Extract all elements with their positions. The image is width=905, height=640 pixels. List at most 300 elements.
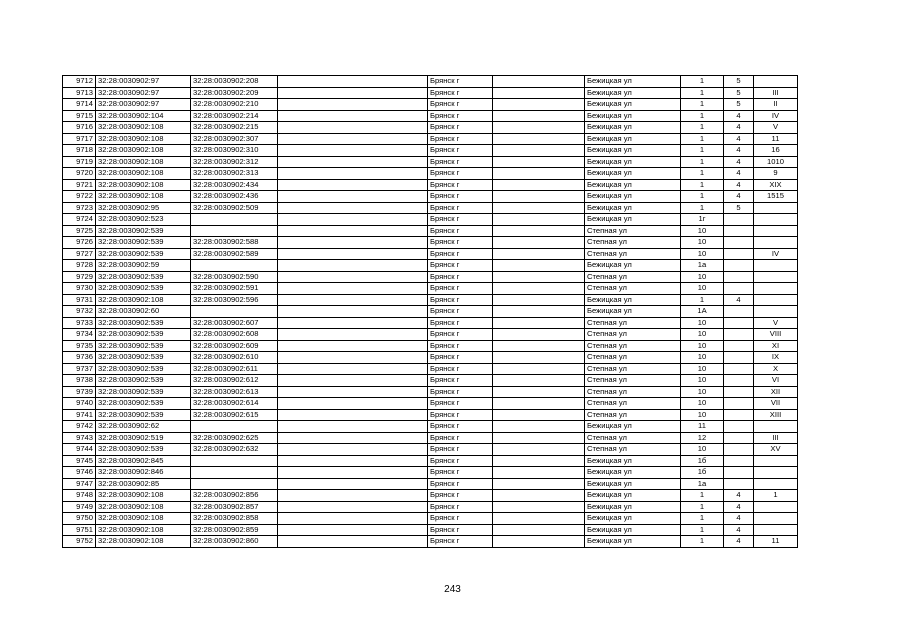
cell-parent-cadastral-number: 32:28:0030902:519 — [96, 432, 191, 444]
cell-blank-cell — [493, 352, 585, 364]
cell-parent-cadastral-number: 32:28:0030902:108 — [96, 156, 191, 168]
cell-blank-cell — [278, 432, 428, 444]
cell-city: Брянск г — [428, 294, 493, 306]
cell-row-number: 9712 — [63, 76, 96, 88]
cell-street: Степная ул — [585, 375, 681, 387]
table-row — [63, 260, 798, 272]
cell-house-number: 1а — [681, 478, 724, 490]
cell-parent-cadastral-number: 32:28:0030902:845 — [96, 455, 191, 467]
cell-blank-cell — [493, 214, 585, 226]
cell-cadastral-number: 32:28:0030902:856 — [191, 490, 278, 502]
cell-street: Бежицкая ул — [585, 179, 681, 191]
cell-parent-cadastral-number: 32:28:0030902:108 — [96, 536, 191, 548]
cell-street: Степная ул — [585, 225, 681, 237]
cell-row-number: 9718 — [63, 145, 96, 157]
cell-city: Брянск г — [428, 145, 493, 157]
table-row — [63, 202, 798, 214]
table-row — [63, 467, 798, 479]
cell-parent-cadastral-number: 32:28:0030902:523 — [96, 214, 191, 226]
table-row — [63, 306, 798, 318]
cell-blank-cell — [278, 237, 428, 249]
cell-premises-number — [754, 478, 798, 490]
cell-building-number: 4 — [724, 168, 754, 180]
cell-building-number: 4 — [724, 145, 754, 157]
cell-premises-number: V — [754, 122, 798, 134]
cell-premises-number: VI — [754, 375, 798, 387]
cell-building-number — [724, 363, 754, 375]
cell-premises-number: XIII — [754, 409, 798, 421]
table-row — [63, 87, 798, 99]
cell-building-number — [724, 214, 754, 226]
cell-street: Степная ул — [585, 432, 681, 444]
cell-blank-cell — [278, 501, 428, 513]
cell-house-number: 1А — [681, 306, 724, 318]
cell-street: Бежицкая ул — [585, 294, 681, 306]
cell-street: Степная ул — [585, 444, 681, 456]
cell-row-number: 9748 — [63, 490, 96, 502]
cell-house-number: 10 — [681, 352, 724, 364]
cell-building-number — [724, 375, 754, 387]
cell-building-number — [724, 340, 754, 352]
cell-building-number — [724, 398, 754, 410]
cell-city: Брянск г — [428, 478, 493, 490]
cell-blank-cell — [493, 76, 585, 88]
table-row — [63, 317, 798, 329]
table-row — [63, 432, 798, 444]
cell-parent-cadastral-number: 32:28:0030902:108 — [96, 513, 191, 525]
cell-parent-cadastral-number: 32:28:0030902:539 — [96, 237, 191, 249]
cell-street: Бежицкая ул — [585, 168, 681, 180]
table-row — [63, 375, 798, 387]
cell-premises-number — [754, 260, 798, 272]
cell-blank-cell — [278, 133, 428, 145]
cell-city: Брянск г — [428, 225, 493, 237]
cell-row-number: 9725 — [63, 225, 96, 237]
cell-cadastral-number: 32:28:0030902:858 — [191, 513, 278, 525]
table-body — [63, 76, 798, 548]
cell-house-number: 1 — [681, 513, 724, 525]
cell-blank-cell — [278, 467, 428, 479]
cell-parent-cadastral-number: 32:28:0030902:539 — [96, 386, 191, 398]
cell-blank-cell — [493, 398, 585, 410]
cell-parent-cadastral-number: 32:28:0030902:539 — [96, 271, 191, 283]
cell-blank-cell — [278, 168, 428, 180]
cell-premises-number: 1 — [754, 490, 798, 502]
cell-premises-number: II — [754, 99, 798, 111]
cell-blank-cell — [493, 467, 585, 479]
cell-street: Бежицкая ул — [585, 76, 681, 88]
cell-blank-cell — [278, 76, 428, 88]
cell-premises-number — [754, 202, 798, 214]
cell-city: Брянск г — [428, 421, 493, 433]
cell-premises-number: VIII — [754, 329, 798, 341]
cell-city: Брянск г — [428, 467, 493, 479]
cell-parent-cadastral-number: 32:28:0030902:539 — [96, 248, 191, 260]
cell-house-number: 10 — [681, 340, 724, 352]
table-row — [63, 409, 798, 421]
cell-building-number — [724, 478, 754, 490]
cell-blank-cell — [278, 375, 428, 387]
cell-cadastral-number: 32:28:0030902:615 — [191, 409, 278, 421]
cell-building-number: 4 — [724, 156, 754, 168]
cell-blank-cell — [493, 156, 585, 168]
cell-premises-number: 1515 — [754, 191, 798, 203]
cell-blank-cell — [493, 363, 585, 375]
cell-cadastral-number: 32:28:0030902:625 — [191, 432, 278, 444]
cell-premises-number — [754, 283, 798, 295]
cell-blank-cell — [493, 283, 585, 295]
cell-cadastral-number — [191, 306, 278, 318]
cell-city: Брянск г — [428, 283, 493, 295]
table-row — [63, 478, 798, 490]
cell-cadastral-number — [191, 478, 278, 490]
table-row — [63, 386, 798, 398]
table-row — [63, 225, 798, 237]
table-row — [63, 145, 798, 157]
cell-blank-cell — [493, 501, 585, 513]
cell-street: Бежицкая ул — [585, 260, 681, 272]
table-row — [63, 455, 798, 467]
cell-cadastral-number: 32:28:0030902:613 — [191, 386, 278, 398]
cell-blank-cell — [493, 237, 585, 249]
cell-blank-cell — [493, 329, 585, 341]
cell-row-number: 9747 — [63, 478, 96, 490]
cell-parent-cadastral-number: 32:28:0030902:108 — [96, 179, 191, 191]
cell-parent-cadastral-number: 32:28:0030902:539 — [96, 283, 191, 295]
cell-street: Степная ул — [585, 271, 681, 283]
cell-blank-cell — [278, 110, 428, 122]
cell-blank-cell — [493, 133, 585, 145]
cell-city: Брянск г — [428, 375, 493, 387]
cell-city: Брянск г — [428, 133, 493, 145]
cell-premises-number: XII — [754, 386, 798, 398]
cell-house-number: 1 — [681, 191, 724, 203]
cell-blank-cell — [278, 179, 428, 191]
cell-street: Степная ул — [585, 409, 681, 421]
cell-blank-cell — [278, 524, 428, 536]
cell-blank-cell — [278, 352, 428, 364]
cell-cadastral-number: 32:28:0030902:312 — [191, 156, 278, 168]
cell-house-number: 1 — [681, 76, 724, 88]
cell-city: Брянск г — [428, 110, 493, 122]
cell-cadastral-number: 32:28:0030902:608 — [191, 329, 278, 341]
cell-street: Бежицкая ул — [585, 191, 681, 203]
cell-row-number: 9723 — [63, 202, 96, 214]
cell-premises-number — [754, 513, 798, 525]
cell-row-number: 9722 — [63, 191, 96, 203]
cell-blank-cell — [278, 536, 428, 548]
cell-city: Брянск г — [428, 363, 493, 375]
cell-city: Брянск г — [428, 409, 493, 421]
cell-row-number: 9752 — [63, 536, 96, 548]
cell-city: Брянск г — [428, 168, 493, 180]
cell-premises-number — [754, 237, 798, 249]
cell-building-number — [724, 317, 754, 329]
cell-premises-number: X — [754, 363, 798, 375]
cell-premises-number — [754, 271, 798, 283]
cell-parent-cadastral-number: 32:28:0030902:59 — [96, 260, 191, 272]
cell-cadastral-number: 32:28:0030902:313 — [191, 168, 278, 180]
cell-house-number: 1б — [681, 455, 724, 467]
cell-street: Бежицкая ул — [585, 214, 681, 226]
cell-blank-cell — [493, 421, 585, 433]
cell-row-number: 9729 — [63, 271, 96, 283]
table-row — [63, 214, 798, 226]
cell-premises-number — [754, 225, 798, 237]
cell-house-number: 1а — [681, 260, 724, 272]
cell-parent-cadastral-number: 32:28:0030902:97 — [96, 99, 191, 111]
cell-parent-cadastral-number: 32:28:0030902:108 — [96, 168, 191, 180]
cell-house-number: 10 — [681, 329, 724, 341]
cell-premises-number — [754, 306, 798, 318]
cell-building-number — [724, 248, 754, 260]
cell-premises-number — [754, 214, 798, 226]
cell-parent-cadastral-number: 32:28:0030902:539 — [96, 363, 191, 375]
cell-blank-cell — [493, 260, 585, 272]
cell-blank-cell — [278, 191, 428, 203]
cell-street: Бежицкая ул — [585, 156, 681, 168]
cell-building-number: 4 — [724, 122, 754, 134]
cell-parent-cadastral-number: 32:28:0030902:539 — [96, 444, 191, 456]
cell-parent-cadastral-number: 32:28:0030902:539 — [96, 352, 191, 364]
cell-building-number — [724, 386, 754, 398]
cell-blank-cell — [278, 317, 428, 329]
cell-cadastral-number: 32:28:0030902:614 — [191, 398, 278, 410]
cell-row-number: 9738 — [63, 375, 96, 387]
table-row — [63, 329, 798, 341]
table-row — [63, 340, 798, 352]
cell-cadastral-number: 32:28:0030902:509 — [191, 202, 278, 214]
cell-building-number — [724, 467, 754, 479]
table-row — [63, 99, 798, 111]
cell-premises-number: IX — [754, 352, 798, 364]
cell-parent-cadastral-number: 32:28:0030902:108 — [96, 294, 191, 306]
cell-street: Бежицкая ул — [585, 99, 681, 111]
cell-cadastral-number: 32:28:0030902:591 — [191, 283, 278, 295]
cell-building-number — [724, 352, 754, 364]
cell-cadastral-number: 32:28:0030902:611 — [191, 363, 278, 375]
cell-blank-cell — [493, 191, 585, 203]
cell-premises-number — [754, 294, 798, 306]
cell-blank-cell — [493, 536, 585, 548]
cell-city: Брянск г — [428, 329, 493, 341]
cell-city: Брянск г — [428, 306, 493, 318]
cell-city: Брянск г — [428, 202, 493, 214]
cell-row-number: 9743 — [63, 432, 96, 444]
cell-parent-cadastral-number: 32:28:0030902:539 — [96, 225, 191, 237]
cell-building-number: 4 — [724, 513, 754, 525]
cell-house-number: 1 — [681, 490, 724, 502]
cell-building-number: 4 — [724, 524, 754, 536]
cell-row-number: 9713 — [63, 87, 96, 99]
cell-house-number: 1 — [681, 145, 724, 157]
cell-parent-cadastral-number: 32:28:0030902:104 — [96, 110, 191, 122]
table-row — [63, 248, 798, 260]
cell-building-number — [724, 306, 754, 318]
cell-city: Брянск г — [428, 179, 493, 191]
cell-parent-cadastral-number: 32:28:0030902:108 — [96, 191, 191, 203]
cell-row-number: 9733 — [63, 317, 96, 329]
cell-building-number — [724, 329, 754, 341]
cell-blank-cell — [278, 145, 428, 157]
cell-house-number: 1 — [681, 156, 724, 168]
cell-street: Бежицкая ул — [585, 306, 681, 318]
cell-blank-cell — [278, 421, 428, 433]
cell-building-number — [724, 455, 754, 467]
cell-city: Брянск г — [428, 432, 493, 444]
cell-street: Бежицкая ул — [585, 455, 681, 467]
cell-row-number: 9734 — [63, 329, 96, 341]
cell-cadastral-number: 32:28:0030902:209 — [191, 87, 278, 99]
cell-house-number: 1 — [681, 99, 724, 111]
cell-blank-cell — [493, 306, 585, 318]
cell-city: Брянск г — [428, 122, 493, 134]
cell-street: Степная ул — [585, 317, 681, 329]
cell-house-number: 10 — [681, 271, 724, 283]
cell-premises-number: III — [754, 87, 798, 99]
cell-row-number: 9726 — [63, 237, 96, 249]
cell-cadastral-number: 32:28:0030902:612 — [191, 375, 278, 387]
cell-cadastral-number: 32:28:0030902:215 — [191, 122, 278, 134]
cell-street: Степная ул — [585, 283, 681, 295]
table-row — [63, 283, 798, 295]
cell-house-number: 1 — [681, 122, 724, 134]
table-row — [63, 122, 798, 134]
cell-city: Брянск г — [428, 237, 493, 249]
cell-blank-cell — [278, 444, 428, 456]
cell-blank-cell — [493, 248, 585, 260]
table-row — [63, 513, 798, 525]
cell-cadastral-number: 32:28:0030902:609 — [191, 340, 278, 352]
cell-house-number: 10 — [681, 237, 724, 249]
cell-house-number: 1 — [681, 133, 724, 145]
cell-row-number: 9745 — [63, 455, 96, 467]
cell-house-number: 1 — [681, 179, 724, 191]
cell-building-number — [724, 283, 754, 295]
cell-row-number: 9739 — [63, 386, 96, 398]
cell-blank-cell — [493, 513, 585, 525]
cell-row-number: 9735 — [63, 340, 96, 352]
cell-premises-number: 11 — [754, 133, 798, 145]
cell-blank-cell — [278, 294, 428, 306]
cell-house-number: 1б — [681, 467, 724, 479]
cell-parent-cadastral-number: 32:28:0030902:97 — [96, 76, 191, 88]
cell-house-number: 10 — [681, 225, 724, 237]
cell-row-number: 9749 — [63, 501, 96, 513]
cell-blank-cell — [493, 99, 585, 111]
cell-blank-cell — [278, 409, 428, 421]
cell-building-number: 4 — [724, 191, 754, 203]
cell-cadastral-number: 32:28:0030902:588 — [191, 237, 278, 249]
cell-building-number: 5 — [724, 99, 754, 111]
cell-row-number: 9730 — [63, 283, 96, 295]
cell-cadastral-number: 32:28:0030902:590 — [191, 271, 278, 283]
cell-blank-cell — [493, 294, 585, 306]
cell-blank-cell — [493, 478, 585, 490]
table-row — [63, 490, 798, 502]
cell-city: Брянск г — [428, 87, 493, 99]
cell-house-number: 1 — [681, 168, 724, 180]
cell-blank-cell — [278, 156, 428, 168]
cell-street: Степная ул — [585, 237, 681, 249]
cell-cadastral-number — [191, 421, 278, 433]
cell-street: Степная ул — [585, 398, 681, 410]
cell-blank-cell — [278, 271, 428, 283]
cell-blank-cell — [493, 225, 585, 237]
cell-premises-number: IV — [754, 248, 798, 260]
cell-cadastral-number: 32:28:0030902:860 — [191, 536, 278, 548]
cell-building-number — [724, 432, 754, 444]
cell-parent-cadastral-number: 32:28:0030902:539 — [96, 409, 191, 421]
cell-blank-cell — [278, 329, 428, 341]
cell-street: Степная ул — [585, 248, 681, 260]
cell-building-number: 5 — [724, 87, 754, 99]
cell-house-number: 1 — [681, 87, 724, 99]
cell-row-number: 9716 — [63, 122, 96, 134]
cell-city: Брянск г — [428, 76, 493, 88]
cell-premises-number — [754, 501, 798, 513]
cell-blank-cell — [278, 248, 428, 260]
cell-row-number: 9715 — [63, 110, 96, 122]
cell-parent-cadastral-number: 32:28:0030902:539 — [96, 340, 191, 352]
cell-house-number: 1 — [681, 294, 724, 306]
cell-cadastral-number: 32:28:0030902:632 — [191, 444, 278, 456]
cell-parent-cadastral-number: 32:28:0030902:108 — [96, 501, 191, 513]
cell-row-number: 9724 — [63, 214, 96, 226]
cell-premises-number: VII — [754, 398, 798, 410]
cell-premises-number: XI — [754, 340, 798, 352]
cell-building-number: 4 — [724, 490, 754, 502]
table-row — [63, 444, 798, 456]
cell-row-number: 9742 — [63, 421, 96, 433]
cell-parent-cadastral-number: 32:28:0030902:108 — [96, 490, 191, 502]
cell-cadastral-number: 32:28:0030902:596 — [191, 294, 278, 306]
cell-blank-cell — [278, 490, 428, 502]
cell-street: Степная ул — [585, 386, 681, 398]
cell-city: Брянск г — [428, 214, 493, 226]
cell-city: Брянск г — [428, 260, 493, 272]
cell-city: Брянск г — [428, 386, 493, 398]
cell-house-number: 10 — [681, 444, 724, 456]
cell-cadastral-number: 32:28:0030902:436 — [191, 191, 278, 203]
cell-building-number — [724, 409, 754, 421]
cell-blank-cell — [493, 145, 585, 157]
cell-house-number: 1 — [681, 202, 724, 214]
cell-street: Бежицкая ул — [585, 145, 681, 157]
cell-blank-cell — [493, 432, 585, 444]
cell-row-number: 9732 — [63, 306, 96, 318]
cell-blank-cell — [278, 513, 428, 525]
cell-blank-cell — [493, 317, 585, 329]
table-row — [63, 179, 798, 191]
table-row — [63, 156, 798, 168]
cell-blank-cell — [278, 386, 428, 398]
cell-city: Брянск г — [428, 455, 493, 467]
cell-building-number: 4 — [724, 294, 754, 306]
cell-row-number: 9717 — [63, 133, 96, 145]
cell-house-number: 10 — [681, 363, 724, 375]
cell-blank-cell — [278, 202, 428, 214]
table-row — [63, 421, 798, 433]
cell-blank-cell — [278, 306, 428, 318]
table-row — [63, 168, 798, 180]
cell-house-number: 10 — [681, 398, 724, 410]
cell-cadastral-number: 32:28:0030902:607 — [191, 317, 278, 329]
cell-blank-cell — [278, 340, 428, 352]
table-row — [63, 237, 798, 249]
cell-premises-number: 11 — [754, 536, 798, 548]
table-row — [63, 536, 798, 548]
